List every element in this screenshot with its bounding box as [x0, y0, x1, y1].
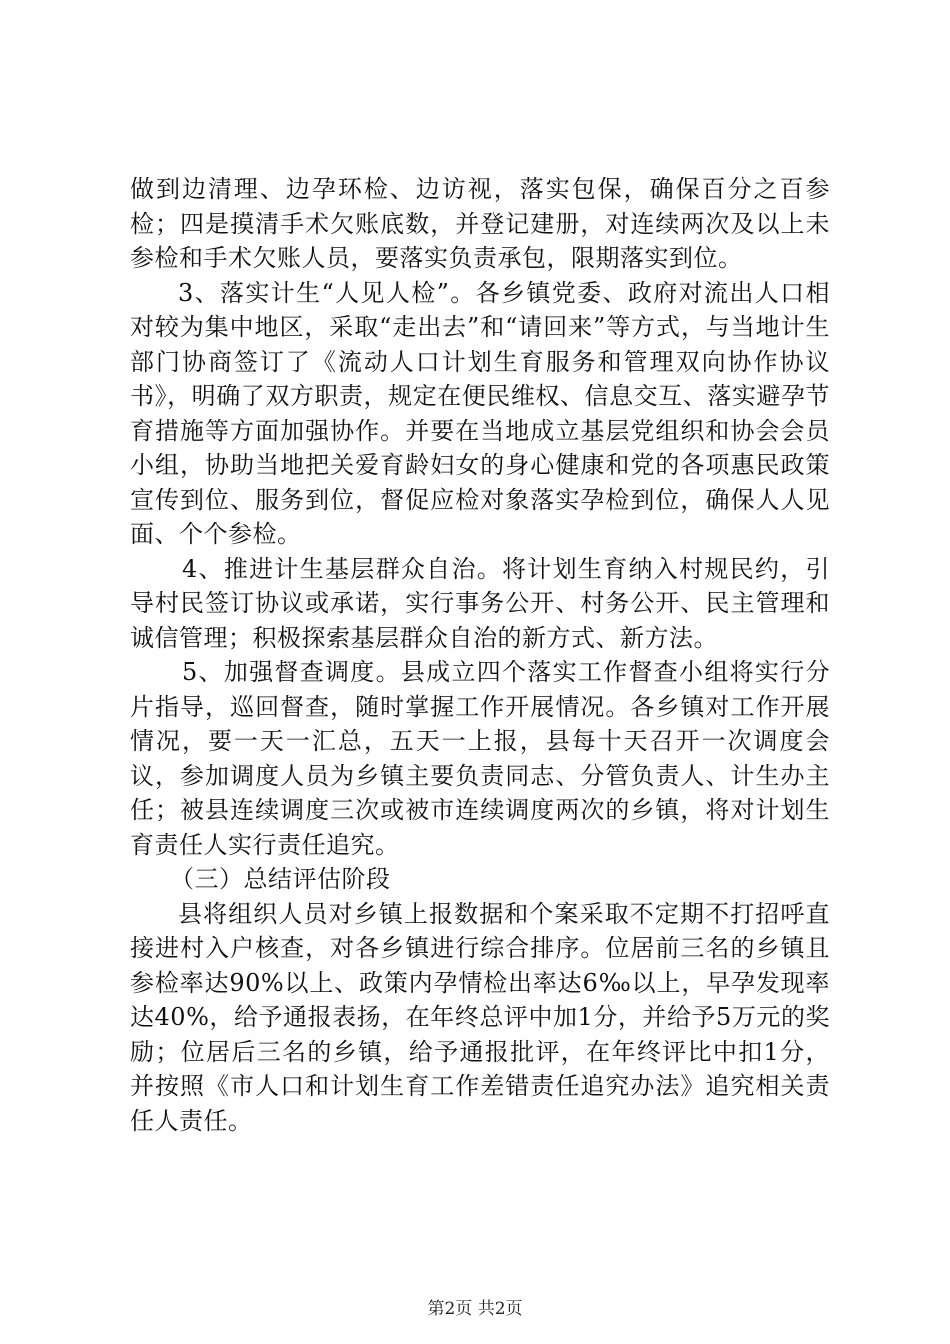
section-heading: （三）总结评估阶段: [170, 865, 391, 893]
document-body: [130, 172, 830, 1138]
paragraph-evaluation: 县将组织人员对乡镇上报数据和个案采取不定期不打招呼直接进村入户核查，对各乡镇进行综合排序。位居前三名的乡镇且参检率达90%以上、政策内孕情检出率达6‰以上，早孕发现率达40%，给予通报表扬，在年终总评中加1分，并给予5万元的奖励；位居后三名的乡镇，给予通报批评，在年终评比中扣1分，并按照《市人口和计划生育工作差错责任追究办法》追究相关责任人责任。: [130, 899, 830, 1135]
paragraph-continuation: 做到边清理、边孕环检、边访视，落实包保，确保百分之百参检；四是摸清手术欠账底数，并登记建册，对连续两次及以上未参检和手术欠账人员，要落实负责承包，限期落实到位。: [130, 175, 830, 272]
paragraph-item-4: 4、推进计生基层群众自治。将计划生育纳入村规民约，引导村民签订协议或承诺，实行事务公开、村务公开、民主管理和诚信管理；积极探索基层群众自治的新方式、新方法。: [130, 554, 830, 652]
paragraph-item-3: 3、落实计生“人见人检”。各乡镇党委、政府对流出人口相对较为集中地区，采取“走出去”和“请回来”等方式，与当地计生部门协商签订了《流动人口计划生育服务和管理双向协作协议书》，明确了双方职责，规定在便民维权、信息交互、落实避孕节育措施等方面加强协作。并要在当地成立基层党组织和协会会员小组，协助当地把关爱育龄妇女的身心健康和党的各项惠民政策宣传到位、服务到位，督促应检对象落实孕检到位，确保人人见面、个个参检。: [130, 278, 830, 548]
paragraph-item-5: 5、加强督查调度。县成立四个落实工作督查小组将实行分片指导，巡回督查，随时掌握工作开展情况。各乡镇对工作开展情况，要一天一汇总，五天一上报，县每十天召开一次调度会议，参加调度人员为乡镇主要负责同志、分管负责人、计生办主任；被县连续调度三次或被市连续调度两次的乡镇，将对计划生育责任人实行责任追究。: [130, 658, 830, 859]
page-number-footer: 第2页 共2页: [427, 1299, 523, 1319]
